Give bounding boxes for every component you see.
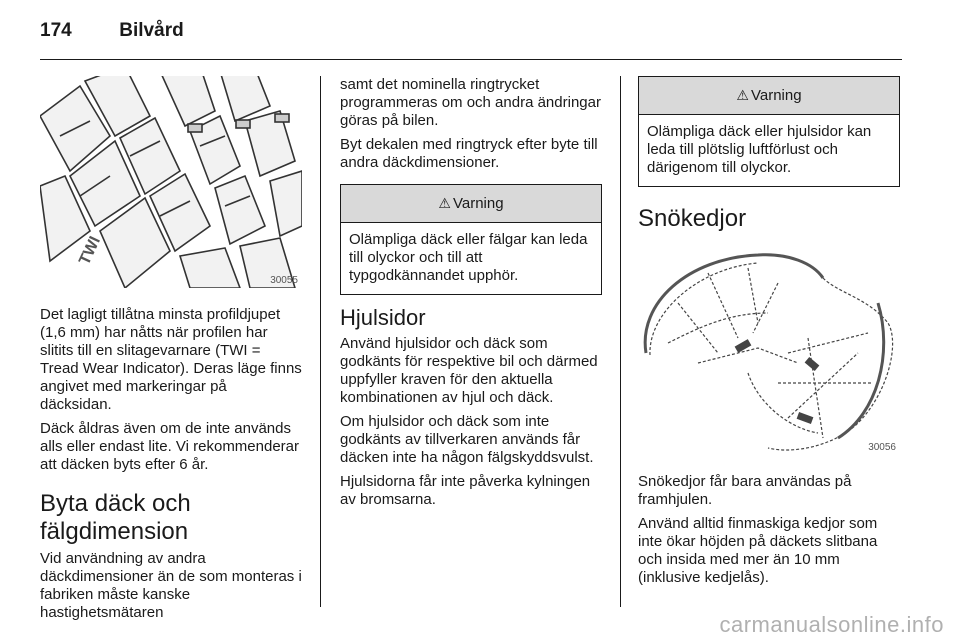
warning-box bbox=[340, 184, 602, 295]
figure-number: 30056 bbox=[868, 442, 896, 453]
column-divider bbox=[620, 76, 621, 607]
column-divider bbox=[320, 76, 321, 607]
paragraph: Om hjulsidor och däck som inte godkänts av tillverkaren används får däcken inte ha någon fälgskyddsvulst. bbox=[340, 413, 594, 466]
paragraph: Det lagligt tillåtna minsta profildjupet (1,6 mm) har nåtts när profilen har slitits till en slitagevarnare (TWI = Tread Wear Indicator). Deras läge finns angivet med markeringar på däcksidan. bbox=[40, 306, 302, 413]
paragraph: Däck åldras även om de inte används alls eller endast lite. Vi rekommenderar att däcken byts efter 6 år. bbox=[40, 420, 300, 473]
warning-title: Varning bbox=[750, 87, 802, 104]
warning-text: Olämpliga däck eller fälgar kan leda till olyckor och till att typgodkännandet upphör. bbox=[349, 231, 588, 284]
column-1 bbox=[40, 76, 302, 628]
paragraph: Vid användning av andra däckdimensioner än de som monteras i fabriken måste kanske hastighetsmätaren bbox=[40, 550, 302, 621]
warning-header bbox=[639, 77, 899, 115]
header-rule bbox=[40, 59, 902, 60]
figure-number: 30055 bbox=[270, 275, 298, 286]
snow-chain-illustration bbox=[638, 243, 900, 455]
section-heading: Hjulsidor bbox=[340, 305, 426, 330]
tire-tread-figure bbox=[40, 76, 302, 288]
section-title: Bilvård bbox=[119, 20, 184, 41]
paragraph: Använd alltid finmaskiga kedjor som inte ökar höjden på däckets slitbana och insida med mer än 10 mm (inklusive kedjelås). bbox=[638, 515, 878, 586]
paragraph: samt det nominella ringtrycket programmeras om och andra ändringar göras på bilen. bbox=[340, 76, 601, 129]
twi-label: TWI bbox=[76, 233, 105, 268]
warning-box bbox=[638, 76, 900, 187]
page-header bbox=[40, 20, 184, 42]
column-2 bbox=[340, 76, 602, 515]
section-heading: Snökedjor bbox=[638, 205, 747, 232]
footer-watermark: carmanualsonline.info bbox=[719, 612, 944, 637]
paragraph: Snökedjor får bara användas på framhjulen. bbox=[638, 473, 852, 508]
paragraph: Använd hjulsidor och däck som godkänts för respektive bil och därmed uppfyller kraven för den aktuella kombinationen av hjul och däck. bbox=[340, 335, 598, 406]
warning-header bbox=[341, 185, 601, 223]
warning-text: Olämpliga däck eller hjulsidor kan leda till plötslig luftförlust och därigenom till olyckor. bbox=[647, 123, 872, 176]
tire-tread-illustration bbox=[40, 76, 302, 288]
section-heading: Byta däck och fälgdimension bbox=[40, 490, 191, 545]
warning-triangle-icon: ⚠ bbox=[438, 195, 451, 211]
warning-triangle-icon: ⚠ bbox=[736, 87, 749, 103]
warning-title: Varning bbox=[452, 195, 504, 212]
paragraph: Hjulsidorna får inte påverka kylningen av bromsarna. bbox=[340, 473, 591, 508]
snow-chain-figure bbox=[638, 243, 900, 455]
paragraph: Byt dekalen med ringtryck efter byte till andra däckdimensioner. bbox=[340, 136, 598, 171]
column-3 bbox=[638, 76, 900, 593]
page-number: 174 bbox=[40, 20, 72, 41]
